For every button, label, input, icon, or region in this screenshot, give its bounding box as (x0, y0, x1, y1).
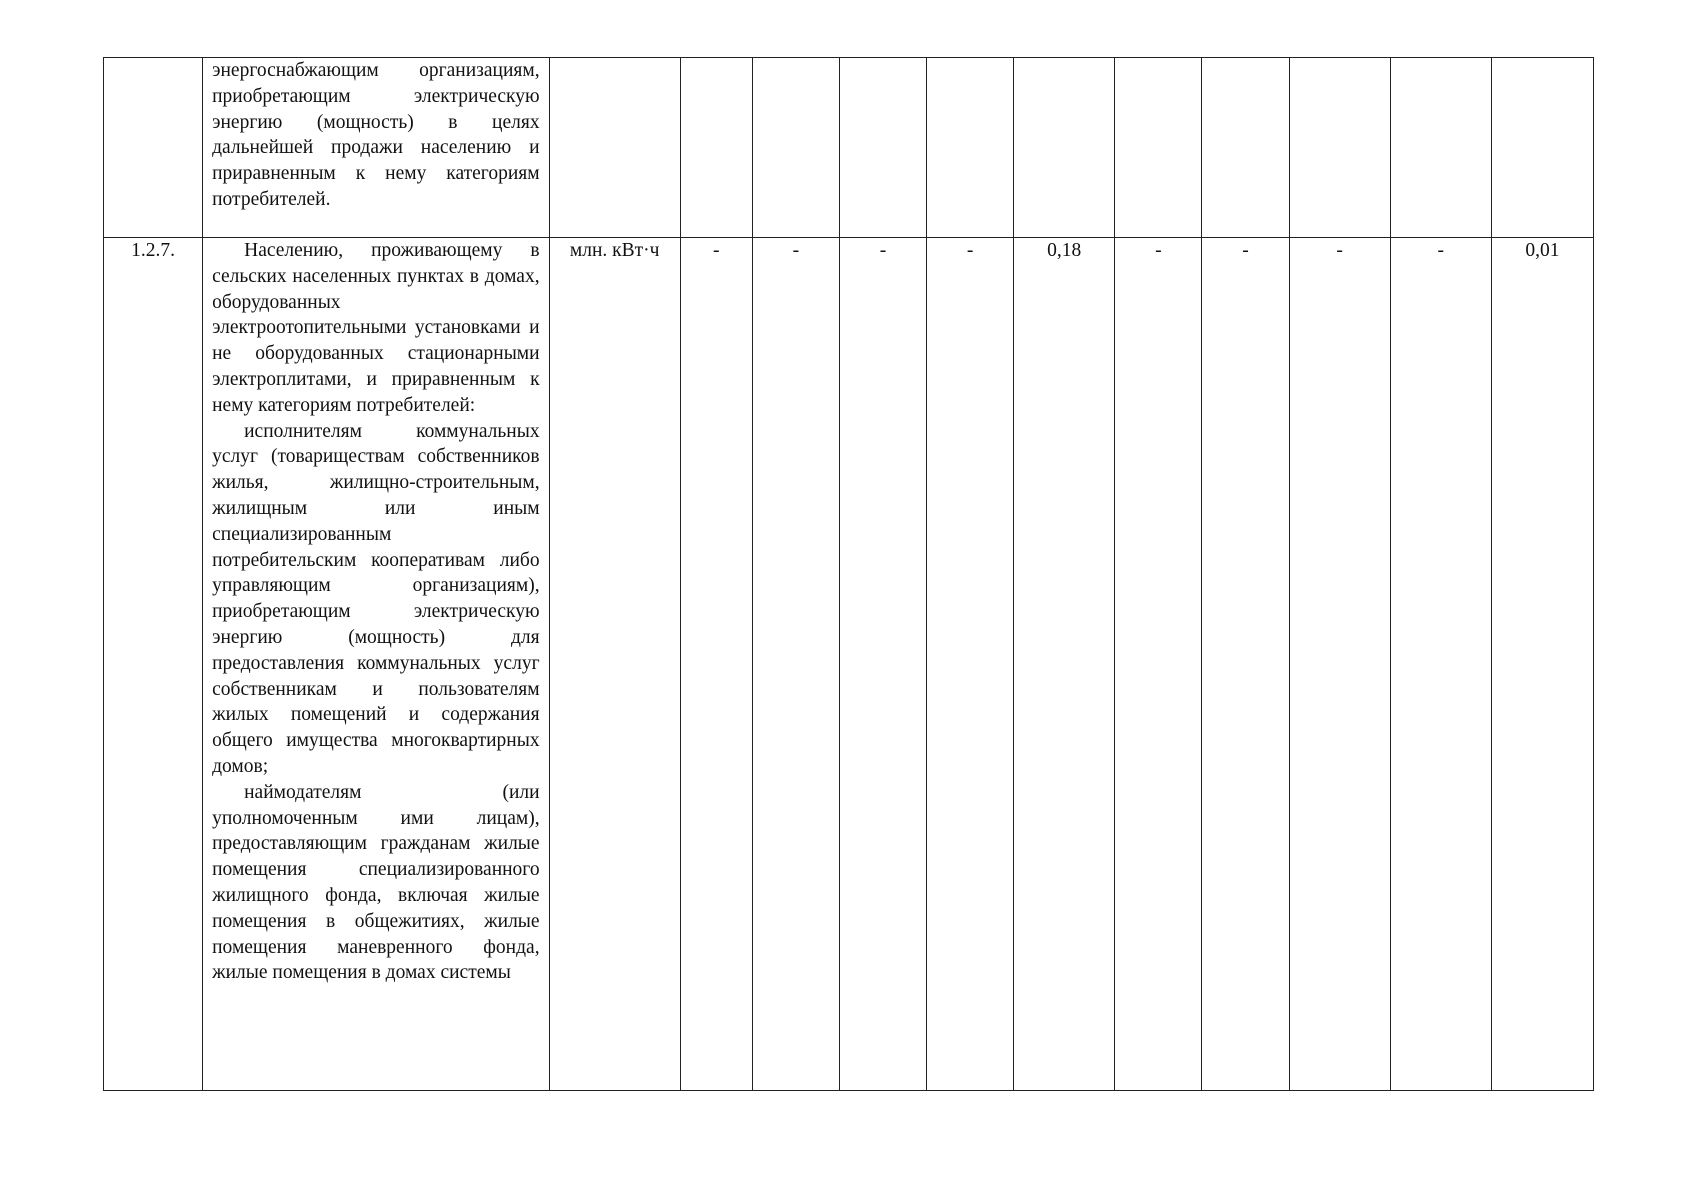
value-cell (1115, 58, 1202, 238)
value-cell (752, 58, 839, 238)
unit-cell: млн. кВт·ч (549, 238, 680, 1091)
description-paragraph: наймодателям (или уполномоченным ими лицам), предоставляющим гражданам жилые помещения специализированного жилищного фонда, включая жилые помещения в общежитиях, жилые помещения маневренного фонда, жилые помещения в домах системы (212, 781, 540, 984)
value-cell (1202, 58, 1289, 238)
description-paragraph: исполнителям коммунальных услуг (товариществам собственников жилья, жилищно-строительным, жилищным или иным специализированным потребительским кооперативам либо управляющим организациям), приобретающим электрическую энергию (мощность) для предоставления коммунальных услуг собственникам и пользователям жилых помещений и содержания общего имущества многоквартирных домов; (212, 420, 540, 777)
row-description (203, 58, 549, 238)
value-cell: - (1390, 238, 1491, 1091)
row-number: 1.2.7. (104, 238, 203, 1091)
value-cell: 0,18 (1014, 238, 1115, 1091)
value-cell: 0,01 (1491, 238, 1593, 1091)
description-paragraph: энергоснабжающим организациям, приобретающим электрическую энергию (мощность) в целях дальнейшей продажи населению и приравненным к нему категориям потребителей. (212, 60, 540, 210)
table-row (104, 58, 1594, 238)
data-table (103, 57, 1594, 1091)
value-cell (1289, 58, 1390, 238)
value-cell: - (1115, 238, 1202, 1091)
value-cell: - (927, 238, 1014, 1091)
row-description (203, 238, 549, 1091)
value-cell: - (1289, 238, 1390, 1091)
value-cell: - (680, 238, 752, 1091)
description-paragraph: Населению, проживающему в сельских населенных пунктах в домах, оборудованных электроотопительными установками и не оборудованных стационарными электроплитами, и приравненным к нему категориям потребителей: (212, 240, 540, 416)
value-cell (927, 58, 1014, 238)
table-row (104, 238, 1594, 1091)
value-cell (1390, 58, 1491, 238)
value-cell: - (1202, 238, 1289, 1091)
value-cell: - (752, 238, 839, 1091)
row-number (104, 58, 203, 238)
value-cell: - (839, 238, 926, 1091)
value-cell (680, 58, 752, 238)
value-cell (1491, 58, 1593, 238)
value-cell (839, 58, 926, 238)
value-cell (1014, 58, 1115, 238)
unit-cell (549, 58, 680, 238)
